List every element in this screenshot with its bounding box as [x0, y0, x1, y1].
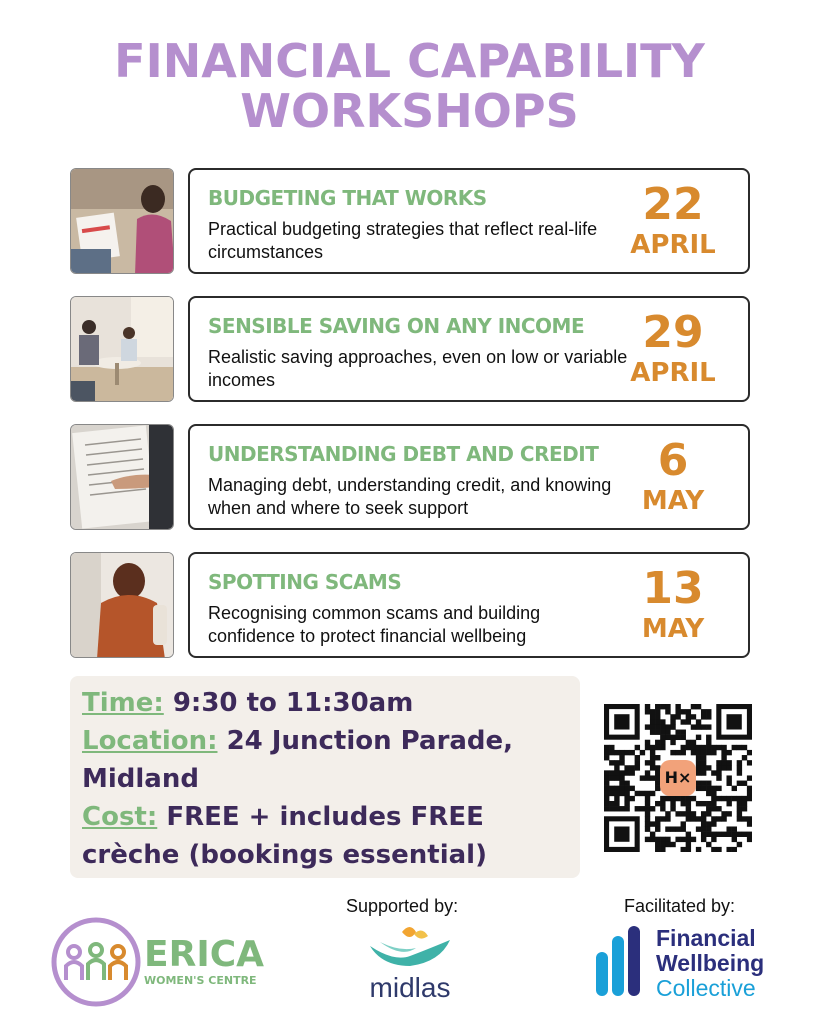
workshop-description: Realistic saving approaches, even on low or variable incomes — [208, 347, 628, 390]
date-day: 29 — [642, 307, 704, 358]
cost-line — [82, 798, 568, 874]
qr-code-icon[interactable] — [604, 704, 752, 852]
workshop-title: UNDERSTANDING DEBT AND CREDIT — [208, 442, 599, 466]
fwc-wordmark — [656, 926, 764, 1001]
workshop-description: Recognising common scams and building confidence to protect financial wellbeing — [208, 603, 541, 646]
workshop-photo-saving — [70, 296, 174, 402]
workshop-card — [188, 424, 750, 530]
workshop-date — [618, 564, 728, 644]
workshop-title: SENSIBLE SAVING ON ANY INCOME — [208, 314, 585, 338]
workshop-card — [188, 296, 750, 402]
page-title — [0, 36, 819, 136]
fwc-line-2: Wellbeing — [656, 950, 765, 976]
midlas-logo — [350, 922, 470, 1008]
event-info-box — [70, 676, 580, 878]
workshop-photo-debt — [70, 424, 174, 530]
date-month: MAY — [641, 614, 705, 644]
location-label: Location: — [82, 726, 218, 756]
date-day: 13 — [642, 563, 704, 614]
fwc-line-3: Collective — [656, 975, 756, 1001]
svg-text:H×: H× — [664, 768, 692, 787]
cost-label: Cost: — [82, 802, 158, 832]
workshop-date — [618, 308, 728, 388]
supported-by-label: Supported by: — [346, 896, 459, 916]
date-month: MAY — [641, 486, 705, 516]
workshop-photo-budgeting — [70, 168, 174, 274]
workshop-description: Practical budgeting strategies that reflect real-life circumstances — [208, 219, 598, 262]
workshop-title: SPOTTING SCAMS — [208, 570, 402, 594]
workshop-card — [188, 168, 750, 274]
workshop-title: BUDGETING THAT WORKS — [208, 186, 487, 210]
cost-value: FREE + includes FREE crèche (bookings essential) — [82, 802, 487, 870]
title-line-1: FINANCIAL CAPABILITY — [114, 34, 705, 88]
date-month: APRIL — [630, 230, 716, 260]
time-label: Time: — [82, 688, 164, 718]
midlas-name: midlas — [369, 972, 451, 1003]
facilitated-by-label: Facilitated by: — [624, 896, 736, 916]
title-line-2: WORKSHOPS — [240, 84, 579, 138]
workshop-row — [70, 552, 750, 660]
time-value: 9:30 to 11:30am — [172, 688, 414, 718]
erica-logo — [50, 916, 280, 1008]
workshop-date — [618, 436, 728, 516]
workshop-row — [70, 424, 750, 532]
workshop-card — [188, 552, 750, 658]
location-value: 24 Junction Parade, Midland — [82, 726, 514, 794]
workshop-row — [70, 296, 750, 404]
workshop-description: Managing debt, understanding credit, and knowing when and where to seek support — [208, 475, 612, 518]
fwc-logo — [594, 924, 794, 1004]
date-day: 22 — [642, 179, 704, 230]
workshop-date — [618, 180, 728, 260]
workshop-row — [70, 168, 750, 276]
midlas-hands-icon — [350, 922, 470, 974]
fwc-bars-icon — [594, 924, 654, 1002]
erica-name: ERICA — [144, 934, 264, 975]
location-line — [82, 722, 568, 798]
erica-subtitle: WOMEN'S CENTRE — [144, 974, 257, 987]
workshop-photo-scams — [70, 552, 174, 658]
erica-emblem-icon — [50, 916, 142, 1008]
fwc-line-1: Financial — [656, 925, 756, 951]
time-line — [82, 684, 568, 722]
date-day: 6 — [657, 435, 689, 486]
date-month: APRIL — [630, 358, 716, 388]
